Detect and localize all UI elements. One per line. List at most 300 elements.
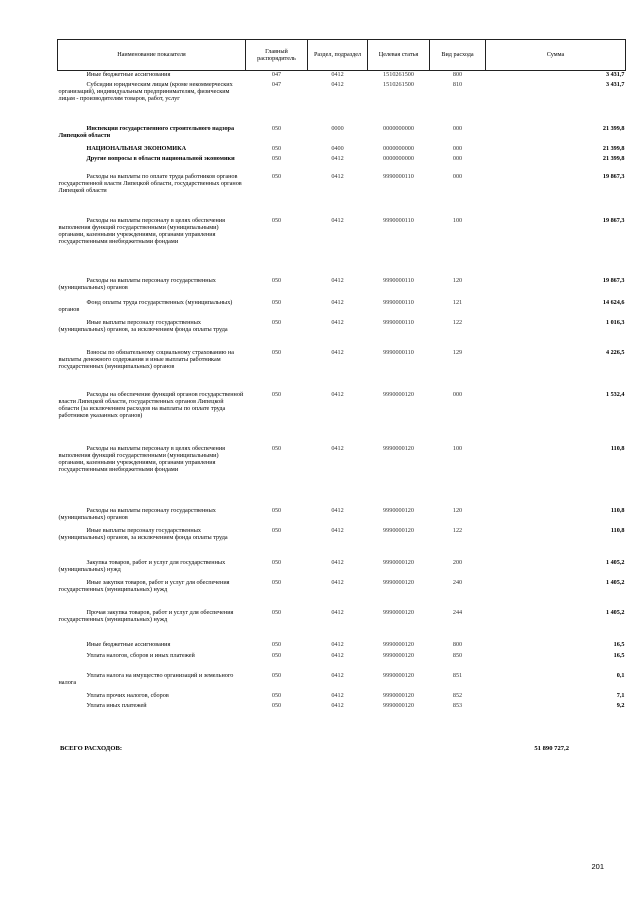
row-admin-text: 050 xyxy=(271,390,282,398)
header-target: Целевая статья xyxy=(368,40,430,71)
row-sum xyxy=(486,652,626,672)
row-target-text: 9990000110 xyxy=(383,216,414,224)
row-target xyxy=(368,559,430,579)
row-target xyxy=(368,391,430,445)
row-section xyxy=(308,702,368,712)
row-section xyxy=(308,145,368,155)
row-admin-text: 050 xyxy=(271,506,282,514)
row-section-text: 0412 xyxy=(331,691,344,699)
row-section xyxy=(308,319,368,349)
row-target-text: 9990000110 xyxy=(383,172,414,180)
row-admin-text: 050 xyxy=(271,578,282,586)
row-name xyxy=(58,652,246,672)
row-admin-text: 050 xyxy=(271,172,282,180)
row-admin-text: 050 xyxy=(271,558,282,566)
row-name xyxy=(58,672,246,692)
row-name-text: НАЦИОНАЛЬНАЯ ЭКОНОМИКА xyxy=(86,144,187,152)
row-target-text: 9990000120 xyxy=(383,558,414,566)
row-admin xyxy=(246,349,308,391)
row-exptype-text: 240 xyxy=(452,578,463,586)
row-exptype-text: 810 xyxy=(452,80,463,88)
row-name xyxy=(58,155,246,173)
row-exptype xyxy=(430,652,486,672)
table-row xyxy=(58,559,626,579)
row-sum-text: 4 226,5 xyxy=(605,348,625,356)
row-exptype-text: 000 xyxy=(452,390,463,398)
row-sum-text: 7,1 xyxy=(616,691,625,699)
row-section xyxy=(308,692,368,702)
row-section xyxy=(308,445,368,507)
row-admin-text: 050 xyxy=(271,298,282,306)
row-sum xyxy=(486,299,626,319)
row-target-text: 9990000110 xyxy=(383,298,414,306)
table-header-row xyxy=(58,40,626,71)
table-row xyxy=(58,445,626,507)
row-name xyxy=(58,145,246,155)
row-exptype xyxy=(430,609,486,641)
table-row xyxy=(58,507,626,527)
row-target xyxy=(368,173,430,217)
row-target-text: 9990000120 xyxy=(383,526,414,534)
row-name xyxy=(58,609,246,641)
row-admin-text: 050 xyxy=(271,640,282,648)
row-target xyxy=(368,217,430,277)
row-name xyxy=(58,641,246,652)
row-sum-text: 16,5 xyxy=(613,640,625,648)
table-row xyxy=(58,319,626,349)
row-exptype xyxy=(430,391,486,445)
row-sum xyxy=(486,692,626,702)
row-sum-text: 14 624,6 xyxy=(602,298,625,306)
row-sum-text: 21 399,8 xyxy=(602,124,625,132)
row-target-text: 9990000120 xyxy=(383,608,414,616)
row-section-text: 0412 xyxy=(331,348,344,356)
row-admin-text: 050 xyxy=(271,526,282,534)
row-name-text: Уплата налога на имущество организаций и земельного налога xyxy=(58,671,234,686)
row-section xyxy=(308,299,368,319)
row-section-text: 0412 xyxy=(331,276,344,284)
row-admin-text: 050 xyxy=(271,608,282,616)
row-sum xyxy=(486,349,626,391)
row-target-text: 9990000120 xyxy=(383,640,414,648)
table-row xyxy=(58,652,626,672)
row-admin-text: 050 xyxy=(271,276,282,284)
table-row xyxy=(58,299,626,319)
table-row xyxy=(58,277,626,299)
row-section xyxy=(308,155,368,173)
row-name-text: Инспекция государственного строительного надзора Липецкой области xyxy=(58,124,235,139)
table-row xyxy=(58,349,626,391)
row-name xyxy=(58,579,246,609)
row-sum xyxy=(486,507,626,527)
row-section xyxy=(308,217,368,277)
row-sum xyxy=(486,217,626,277)
row-sum xyxy=(486,609,626,641)
row-admin xyxy=(246,641,308,652)
row-name xyxy=(58,299,246,319)
row-sum xyxy=(486,125,626,145)
row-exptype-text: 120 xyxy=(452,506,463,514)
row-name-text: Иные выплаты персоналу государственных (муниципальных) органов, за исключением фонда оплаты труда xyxy=(58,318,228,333)
row-sum xyxy=(486,672,626,692)
row-admin-text: 050 xyxy=(271,671,282,679)
row-admin-text: 050 xyxy=(271,124,282,132)
row-target xyxy=(368,145,430,155)
row-section-text: 0412 xyxy=(331,578,344,586)
row-sum xyxy=(486,527,626,559)
table-row xyxy=(58,125,626,145)
row-section-text: 0412 xyxy=(331,71,344,78)
row-admin xyxy=(246,299,308,319)
row-exptype-text: 800 xyxy=(452,640,463,648)
row-name xyxy=(58,217,246,277)
row-exptype-text: 852 xyxy=(452,691,463,699)
row-name-text: Другие вопросы в области национальной экономики xyxy=(86,154,235,162)
row-name-text: Уплата иных платежей xyxy=(86,701,147,709)
budget-table xyxy=(57,39,626,712)
table-row xyxy=(58,217,626,277)
row-admin xyxy=(246,125,308,145)
row-section-text: 0412 xyxy=(331,506,344,514)
row-name xyxy=(58,702,246,712)
row-name-text: Расходы на выплаты персоналу государственных (муниципальных) органов xyxy=(58,276,216,291)
row-target xyxy=(368,527,430,559)
row-target xyxy=(368,641,430,652)
row-sum xyxy=(486,319,626,349)
row-exptype xyxy=(430,71,486,81)
row-sum xyxy=(486,173,626,217)
row-sum-text: 1 016,3 xyxy=(605,318,625,326)
row-admin xyxy=(246,145,308,155)
row-target-text: 9990000120 xyxy=(383,691,414,699)
row-section xyxy=(308,609,368,641)
row-exptype-text: 850 xyxy=(452,651,463,659)
row-target xyxy=(368,507,430,527)
row-admin-text: 047 xyxy=(271,80,282,88)
row-sum xyxy=(486,277,626,299)
row-admin xyxy=(246,672,308,692)
row-section-text: 0412 xyxy=(331,172,344,180)
row-exptype xyxy=(430,155,486,173)
row-name xyxy=(58,391,246,445)
row-target-text: 0000000000 xyxy=(383,154,414,162)
row-sum xyxy=(486,702,626,712)
row-admin xyxy=(246,445,308,507)
row-exptype-text: 200 xyxy=(452,558,463,566)
row-exptype-text: 244 xyxy=(452,608,463,616)
budget-document xyxy=(57,39,625,712)
row-exptype xyxy=(430,702,486,712)
row-section xyxy=(308,81,368,125)
row-name-text: Иные закупки товаров, работ и услуг для обеспечения государственных (муниципальных) нужд xyxy=(58,578,230,593)
row-name-text: Субсидии юридическим лицам (кроме некоммерческих организаций), индивидуальным предпринимателям, физическим лицам - производителям товаров, работ, услуг xyxy=(58,80,233,102)
row-target-text: 9990000120 xyxy=(383,506,414,514)
row-sum-text: 19 867,3 xyxy=(602,276,625,284)
row-exptype-text: 129 xyxy=(452,348,463,356)
row-target-text: 9990000120 xyxy=(383,651,414,659)
row-exptype-text: 100 xyxy=(452,216,463,224)
row-name-text: Иные выплаты персоналу государственных (муниципальных) органов, за исключением фонда оплаты труда xyxy=(58,526,228,541)
row-admin xyxy=(246,579,308,609)
total-value: 51 890 727,2 xyxy=(534,745,569,752)
row-section-text: 0412 xyxy=(331,216,344,224)
row-section xyxy=(308,559,368,579)
row-name xyxy=(58,349,246,391)
row-exptype xyxy=(430,579,486,609)
row-exptype xyxy=(430,81,486,125)
row-section xyxy=(308,277,368,299)
table-row xyxy=(58,692,626,702)
row-sum-text: 1 405,2 xyxy=(605,558,625,566)
row-admin-text: 050 xyxy=(271,691,282,699)
table-row xyxy=(58,145,626,155)
row-target-text: 9990000120 xyxy=(383,671,414,679)
row-exptype-text: 100 xyxy=(452,444,463,452)
row-exptype xyxy=(430,217,486,277)
row-section xyxy=(308,173,368,217)
row-target xyxy=(368,81,430,125)
row-sum-text: 110,8 xyxy=(610,444,625,452)
table-body xyxy=(58,71,626,712)
row-admin-text: 050 xyxy=(271,651,282,659)
row-sum-text: 9,2 xyxy=(616,701,625,709)
row-sum-text: 1 405,2 xyxy=(605,608,625,616)
row-name xyxy=(58,125,246,145)
row-section-text: 0412 xyxy=(331,318,344,326)
row-sum xyxy=(486,155,626,173)
row-target xyxy=(368,702,430,712)
row-section-text: 0412 xyxy=(331,526,344,534)
row-admin-text: 047 xyxy=(271,71,282,78)
row-exptype-text: 121 xyxy=(452,298,463,306)
row-name-text: Взносы по обязательному социальному страхованию на выплаты денежного содержания и иные выплаты работникам государственных (муниципальных) органов xyxy=(58,348,234,370)
row-sum-text: 16,5 xyxy=(613,651,625,659)
row-exptype xyxy=(430,349,486,391)
row-exptype xyxy=(430,445,486,507)
table-row xyxy=(58,527,626,559)
row-target xyxy=(368,277,430,299)
row-exptype-text: 000 xyxy=(452,172,463,180)
row-section-text: 0000 xyxy=(331,124,344,132)
table-row xyxy=(58,71,626,81)
row-sum xyxy=(486,145,626,155)
row-exptype-text: 851 xyxy=(452,671,463,679)
row-sum-text: 110,8 xyxy=(610,526,625,534)
row-sum-text: 1 532,4 xyxy=(605,390,625,398)
row-admin-text: 050 xyxy=(271,144,282,152)
row-name-text: Расходы на выплаты по оплате труда работников органов государственной власти Липецкой области, государственных органов Липецкой области xyxy=(58,172,242,194)
row-admin xyxy=(246,652,308,672)
row-admin xyxy=(246,217,308,277)
row-section xyxy=(308,507,368,527)
row-name xyxy=(58,527,246,559)
row-name xyxy=(58,81,246,125)
row-exptype xyxy=(430,641,486,652)
row-section-text: 0412 xyxy=(331,80,344,88)
total-label: ВСЕГО РАСХОДОВ: xyxy=(60,745,123,752)
row-sum xyxy=(486,641,626,652)
row-sum-text: 3 431,7 xyxy=(605,71,625,78)
row-sum xyxy=(486,81,626,125)
row-target xyxy=(368,125,430,145)
row-section xyxy=(308,349,368,391)
row-section-text: 0400 xyxy=(331,144,344,152)
row-admin-text: 050 xyxy=(271,701,282,709)
table-row xyxy=(58,641,626,652)
row-sum-text: 0,1 xyxy=(616,671,625,679)
row-admin xyxy=(246,277,308,299)
row-sum xyxy=(486,559,626,579)
row-section xyxy=(308,641,368,652)
header-admin: Главный распорядитель xyxy=(246,40,308,71)
row-section-text: 0412 xyxy=(331,154,344,162)
row-name xyxy=(58,319,246,349)
row-sum-text: 19 867,3 xyxy=(602,216,625,224)
row-target xyxy=(368,445,430,507)
row-section-text: 0412 xyxy=(331,671,344,679)
row-exptype-text: 120 xyxy=(452,276,463,284)
row-target xyxy=(368,672,430,692)
row-sum-text: 19 867,3 xyxy=(602,172,625,180)
row-name-text: Иные бюджетные ассигнования xyxy=(86,71,171,78)
row-exptype xyxy=(430,507,486,527)
row-sum-text: 3 431,7 xyxy=(605,80,625,88)
row-exptype-text: 122 xyxy=(452,318,463,326)
row-admin xyxy=(246,507,308,527)
header-exptype: Вид расхода xyxy=(430,40,486,71)
row-admin xyxy=(246,155,308,173)
row-admin xyxy=(246,81,308,125)
row-exptype-text: 800 xyxy=(452,71,463,78)
row-admin-text: 050 xyxy=(271,348,282,356)
row-name xyxy=(58,559,246,579)
row-target xyxy=(368,652,430,672)
row-section-text: 0412 xyxy=(331,701,344,709)
row-target-text: 9990000120 xyxy=(383,444,414,452)
row-name-text: Расходы на выплаты персоналу в целях обеспечения выполнения функций государственными (муниципальными) органами, казенными учреждениями, органами управления государственными внебюджетными фондами xyxy=(58,444,226,474)
table-row xyxy=(58,155,626,173)
row-admin xyxy=(246,173,308,217)
row-section-text: 0412 xyxy=(331,651,344,659)
row-name-text: Расходы на выплаты персоналу в целях обеспечения выполнения функций государственными (муниципальными) органами, казенными учреждениями, органами управления государственными внебюджетными фондами xyxy=(58,216,226,246)
row-sum-text: 21 399,8 xyxy=(602,154,625,162)
row-name-text: Закупка товаров, работ и услуг для государственных (муниципальных) нужд xyxy=(58,558,226,573)
row-exptype xyxy=(430,173,486,217)
table-row xyxy=(58,609,626,641)
row-name-text: Расходы на выплаты персоналу государственных (муниципальных) органов xyxy=(58,506,216,521)
row-target xyxy=(368,319,430,349)
header-name: Наименование показателя xyxy=(58,40,246,71)
row-section xyxy=(308,652,368,672)
row-admin xyxy=(246,319,308,349)
row-section-text: 0412 xyxy=(331,444,344,452)
row-section xyxy=(308,579,368,609)
row-exptype-text: 853 xyxy=(452,701,463,709)
row-target-text: 9990000120 xyxy=(383,578,414,586)
row-name xyxy=(58,277,246,299)
row-target-text: 0000000000 xyxy=(383,144,414,152)
header-section: Раздел, подраздел xyxy=(308,40,368,71)
row-admin-text: 050 xyxy=(271,154,282,162)
row-name xyxy=(58,173,246,217)
row-admin xyxy=(246,702,308,712)
row-target-text: 1510261500 xyxy=(383,71,414,78)
row-name-text: Фонд оплаты труда государственных (муниципальных) органов xyxy=(58,298,233,313)
row-section-text: 0412 xyxy=(331,608,344,616)
row-target-text: 9990000110 xyxy=(383,276,414,284)
row-exptype xyxy=(430,145,486,155)
row-exptype xyxy=(430,672,486,692)
row-section xyxy=(308,125,368,145)
row-admin xyxy=(246,609,308,641)
row-target xyxy=(368,692,430,702)
row-admin-text: 050 xyxy=(271,318,282,326)
row-admin-text: 050 xyxy=(271,444,282,452)
row-exptype-text: 000 xyxy=(452,144,463,152)
row-section-text: 0412 xyxy=(331,558,344,566)
table-row xyxy=(58,579,626,609)
row-admin xyxy=(246,559,308,579)
row-admin xyxy=(246,391,308,445)
row-target xyxy=(368,155,430,173)
row-name xyxy=(58,507,246,527)
row-sum-text: 21 399,8 xyxy=(602,144,625,152)
table-row xyxy=(58,173,626,217)
row-sum-text: 110,8 xyxy=(610,506,625,514)
row-exptype xyxy=(430,125,486,145)
row-admin xyxy=(246,71,308,81)
row-section xyxy=(308,391,368,445)
table-row xyxy=(58,391,626,445)
row-section-text: 0412 xyxy=(331,298,344,306)
row-exptype xyxy=(430,527,486,559)
row-name-text: Уплата налогов, сборов и иных платежей xyxy=(86,651,195,659)
row-admin xyxy=(246,692,308,702)
page-number: 201 xyxy=(591,862,604,871)
row-target xyxy=(368,349,430,391)
row-name-text: Уплата прочих налогов, сборов xyxy=(86,691,169,699)
row-target-text: 9990000110 xyxy=(383,348,414,356)
row-target xyxy=(368,299,430,319)
row-name xyxy=(58,692,246,702)
row-section-text: 0412 xyxy=(331,390,344,398)
row-section xyxy=(308,672,368,692)
row-admin xyxy=(246,527,308,559)
table-row xyxy=(58,81,626,125)
row-section xyxy=(308,71,368,81)
row-target xyxy=(368,71,430,81)
row-name xyxy=(58,445,246,507)
row-section-text: 0412 xyxy=(331,640,344,648)
row-target xyxy=(368,609,430,641)
row-exptype xyxy=(430,299,486,319)
row-exptype xyxy=(430,559,486,579)
table-row xyxy=(58,702,626,712)
row-exptype-text: 000 xyxy=(452,124,463,132)
row-name-text: Прочая закупка товаров, работ и услуг для обеспечения государственных (муниципальных) нужд xyxy=(58,608,234,623)
row-exptype-text: 000 xyxy=(452,154,463,162)
row-sum-text: 1 405,2 xyxy=(605,578,625,586)
row-sum xyxy=(486,445,626,507)
row-target-text: 1510261500 xyxy=(383,80,414,88)
row-sum xyxy=(486,391,626,445)
row-exptype xyxy=(430,692,486,702)
row-name-text: Расходы на обеспечение функций органов государственной власти Липецкой области, государственных органов Липецкой области (за исключением расходов на выплаты по оплате труда работников указанных органов) xyxy=(58,390,244,420)
row-sum xyxy=(486,71,626,81)
row-target-text: 9990000120 xyxy=(383,390,414,398)
row-section xyxy=(308,527,368,559)
header-sum: Сумма xyxy=(486,40,626,71)
